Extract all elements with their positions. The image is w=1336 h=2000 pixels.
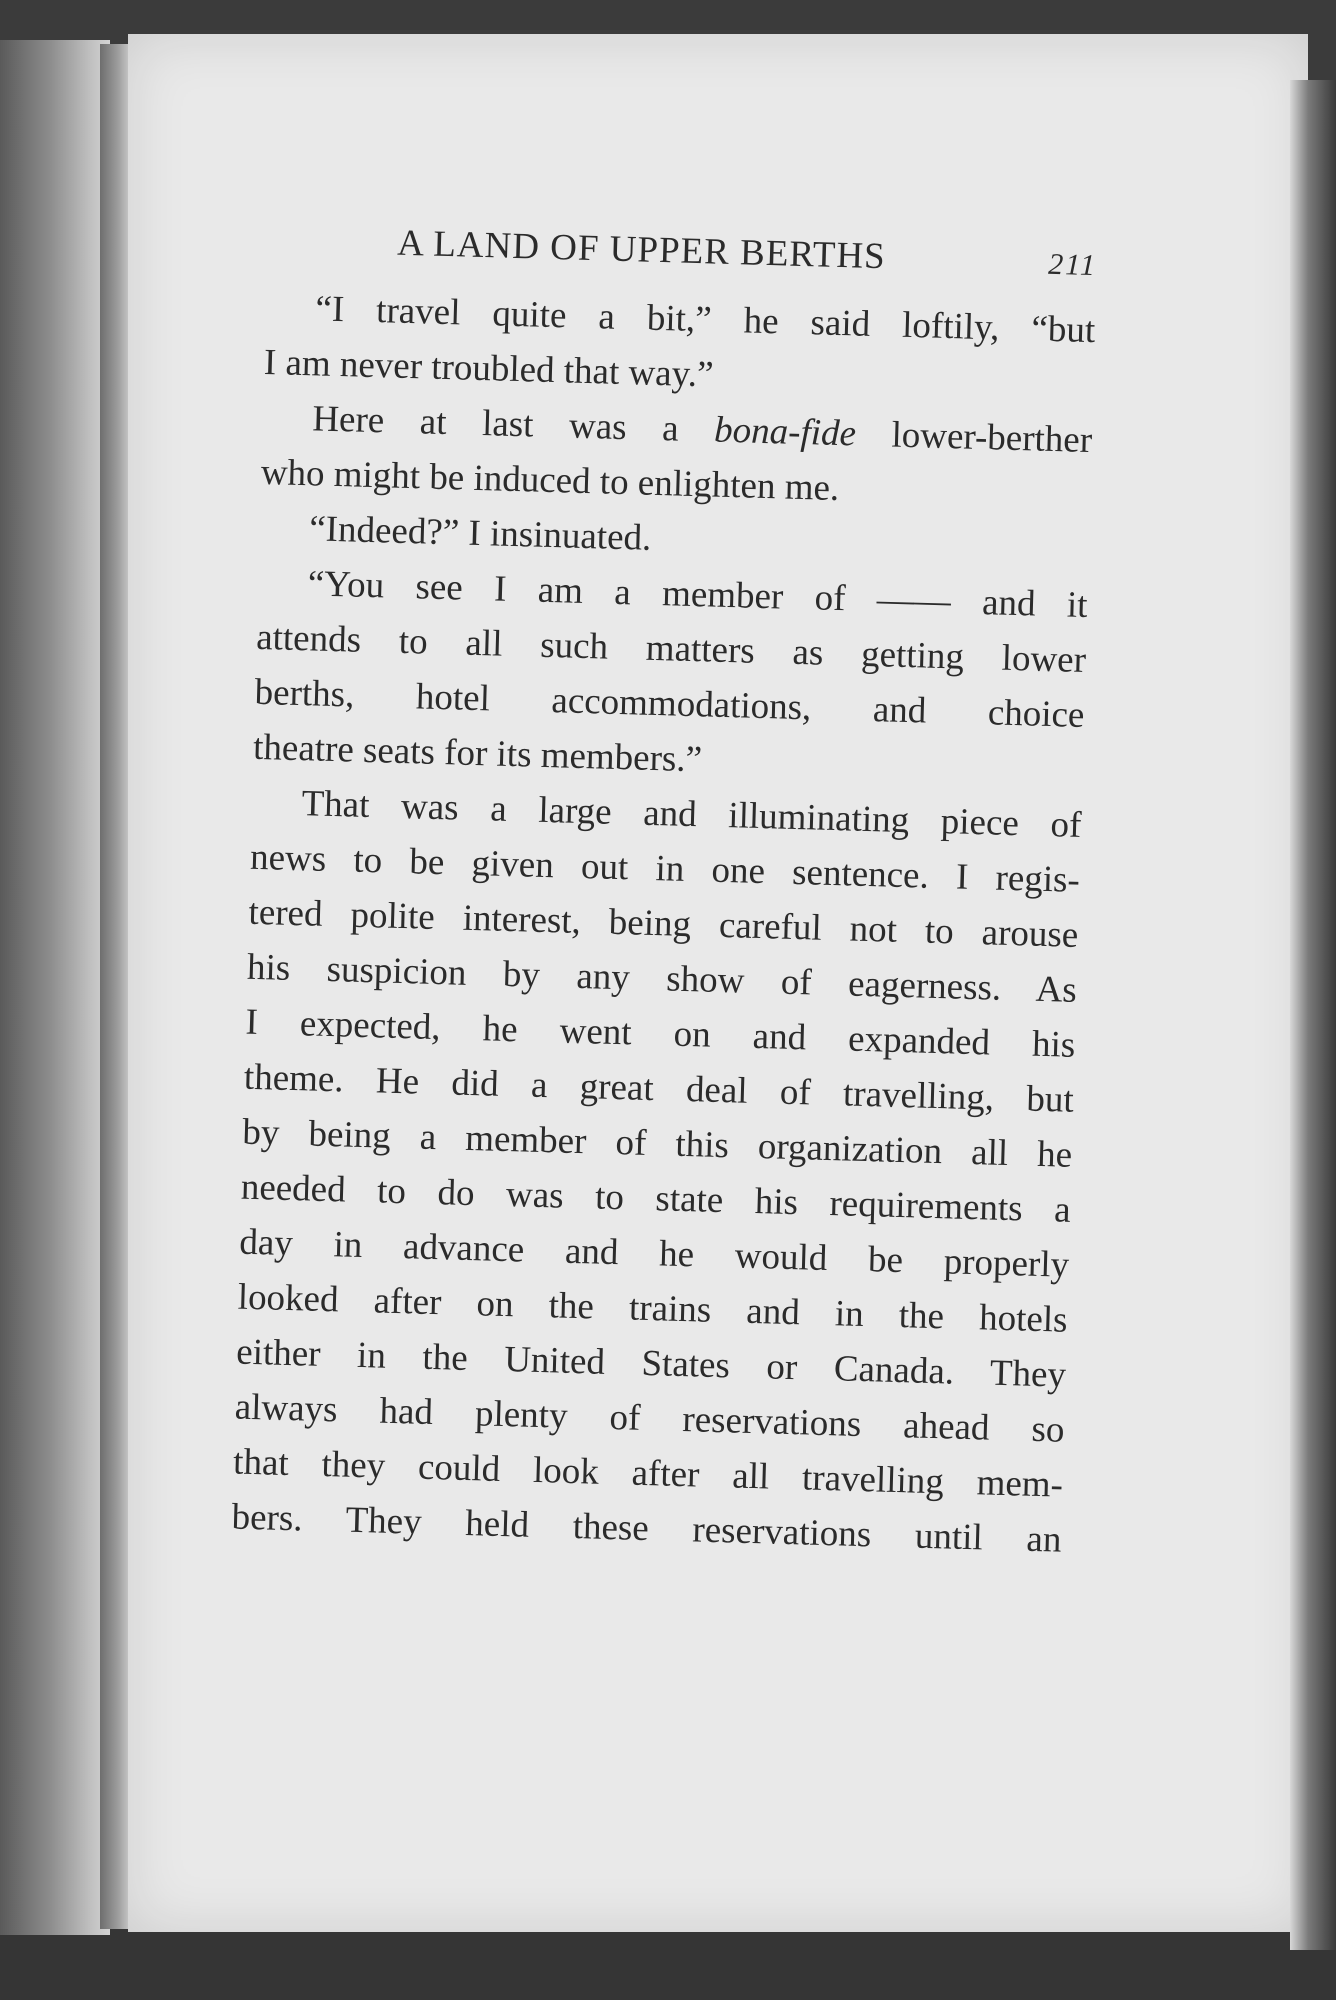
text-line: by being a member of this organization all he: [241, 1111, 1073, 1176]
text-line: that they could look after all travelling mem-: [232, 1441, 1064, 1506]
text-span: lower-berther: [891, 414, 1093, 462]
text-line: “Indeed?” I insinuated.: [308, 508, 652, 559]
page-edge-shadow: [1290, 80, 1336, 1950]
book-cover-edge: [0, 40, 110, 1935]
text-line: I am never troubled that way.”: [263, 341, 715, 396]
italic-term: bona-fide: [713, 409, 857, 455]
text-line: looked after on the trains and in the hotels: [237, 1276, 1069, 1341]
text-line: who might be induced to enlighten me.: [260, 451, 840, 510]
page-number: 211: [1047, 247, 1098, 283]
text-line: attends to all such matters as getting lower: [255, 616, 1087, 682]
text-line: “You see I am a member of —— and it: [307, 563, 1089, 627]
text-line: his suspicion by any show of eagerness. As: [246, 946, 1078, 1011]
page-text-block: [231, 218, 1098, 1568]
text-line: I expected, he went on and expanded his: [244, 1001, 1076, 1066]
text-line: theme. He did a great deal of travelling, but: [243, 1056, 1075, 1121]
text-line: tered polite interest, being careful not to arouse: [248, 891, 1079, 956]
text-line: needed to do was to state his requirements a: [240, 1166, 1072, 1231]
text-line: day in advance and he would be properly: [238, 1221, 1070, 1286]
text-line: either in the United States or Canada. They: [235, 1331, 1067, 1396]
text-line: bers. They held these reservations until an: [231, 1496, 1062, 1561]
text-span: Here at last was a: [311, 398, 680, 450]
text-line: news to be given out in one sentence. I regis-: [249, 836, 1081, 901]
text-line: always had plenty of reservations ahead so: [234, 1386, 1066, 1451]
text-line: berths, hotel accommodations, and choice: [254, 671, 1086, 736]
gutter-shadow: [100, 44, 130, 1929]
text-line: That was a large and illuminating piece of: [301, 783, 1082, 846]
running-head-title: A LAND OF UPPER BERTHS: [396, 222, 887, 278]
text-line: theatre seats for its members.”: [252, 726, 703, 781]
text-line: “I travel quite a bit,” he said loftily, “but: [314, 288, 1096, 352]
